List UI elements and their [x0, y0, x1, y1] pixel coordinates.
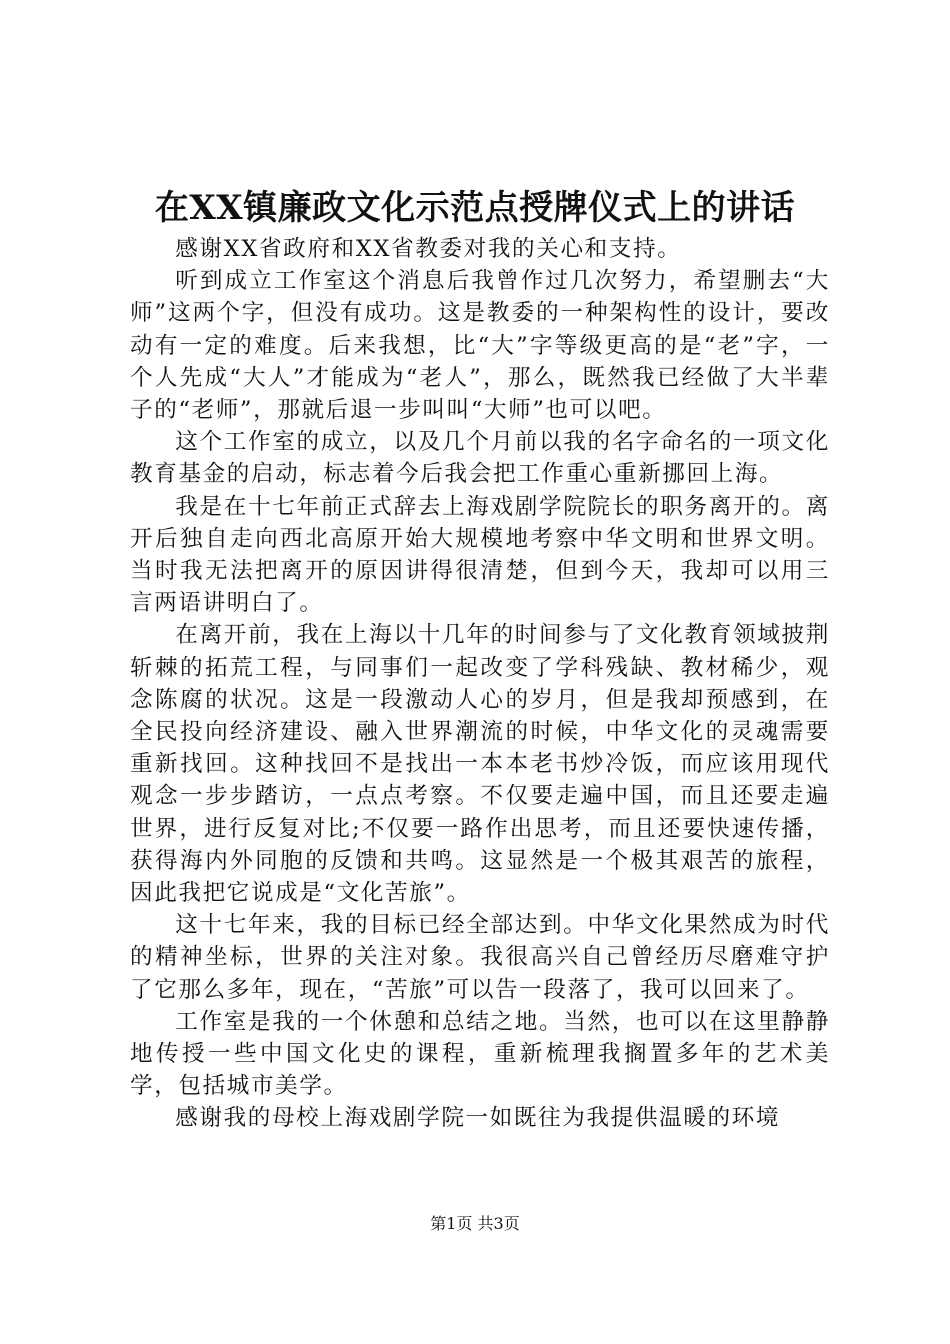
- paragraph: 这个工作室的成立，以及几个月前以我的名字命名的一项文化教育基金的启动，标志着今后我会把工作重心重新挪回上海。: [130, 429, 830, 488]
- paragraph: 感谢XX省政府和XX省教委对我的关心和支持。: [175, 236, 682, 262]
- page-footer: 第1页 共3页: [430, 1214, 520, 1233]
- paragraph: 这十七年来，我的目标已经全部达到。中华文化果然成为时代的精神坐标，世界的关注对象。我很高兴自己曾经历尽磨难守护了它那么多年，现在，“苦旅”可以告一段落了，我可以回来了。: [130, 912, 830, 1003]
- paragraph: 听到成立工作室这个消息后我曾作过几次努力，希望删去“大师”这两个字，但没有成功。这是教委的一种架构性的设计，要改动有一定的难度。后来我想，比“大”字等级更高的是“老”字，一个人先成“大人”才能成为“老人”，那么，既然我已经做了大半辈子的“老师”，那就后退一步叫叫“大师”也可以吧。: [130, 268, 830, 424]
- paragraph: 在离开前，我在上海以十几年的时间参与了文化教育领域披荆斩棘的拓荒工程，与同事们一起改变了学科残缺、教材稀少，观念陈腐的状况。这是一段激动人心的岁月，但是我却预感到，在全民投向经济建设、融入世界潮流的时候，中华文化的灵魂需要重新找回。这种找回不是找出一本本老书炒冷饭，而应该用现代观念一步步踏访，一点点考察。不仅要走遍中国，而且还要走遍世界，进行反复对比;不仅要一路作出思考，而且还要快速传播，获得海内外同胞的反馈和共鸣。这显然是一个极其艰苦的旅程，因此我把它说成是“文化苦旅”。: [130, 622, 830, 907]
- paragraph: 我是在十七年前正式辞去上海戏剧学院院长的职务离开的。离开后独自走向西北高原开始大规模地考察中华文明和世界文明。当时我无法把离开的原因讲得很清楚，但到今天，我却可以用三言两语讲明白了。: [130, 493, 830, 617]
- document-body: [130, 233, 830, 1135]
- document-title: 在XX镇廉政文化示范点授牌仪式上的讲话: [154, 188, 796, 228]
- paragraph: 工作室是我的一个休憩和总结之地。当然，也可以在这里静静地传授一些中国文化史的课程，重新梳理我搁置多年的艺术美学，包括城市美学。: [130, 1008, 830, 1100]
- paragraph: 感谢我的母校上海戏剧学院一如既往为我提供温暖的环境: [175, 1105, 781, 1132]
